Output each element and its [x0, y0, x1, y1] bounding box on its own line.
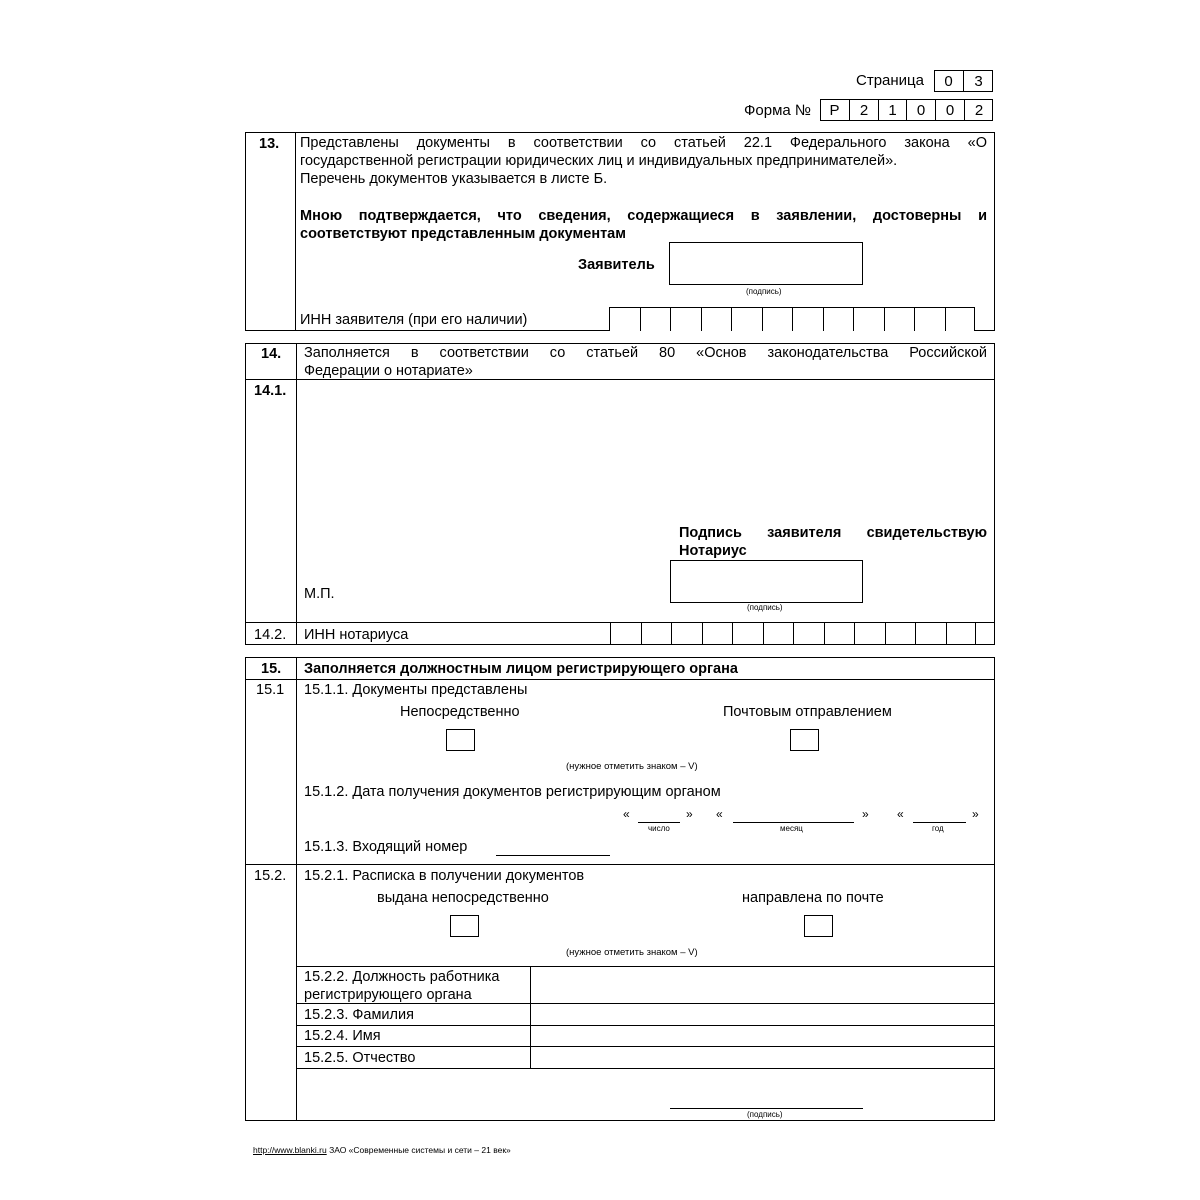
official-signature-line[interactable]	[670, 1108, 863, 1109]
form-char: 0	[906, 100, 935, 120]
checkmark-hint: (нужное отметить знаком – V)	[566, 761, 698, 772]
date-month-caption: месяц	[780, 824, 803, 833]
official-name-field[interactable]	[531, 1026, 994, 1046]
docs-submitted-label: 15.1.1. Документы представлены	[304, 682, 528, 698]
option-direct-checkbox[interactable]	[446, 729, 475, 751]
date-year-caption: год	[932, 824, 944, 833]
applicant-signature-box[interactable]	[669, 242, 863, 285]
incoming-number-field[interactable]	[496, 855, 610, 856]
applicant-signature-caption: (подпись)	[746, 287, 782, 296]
notary-inn-input[interactable]	[610, 622, 976, 645]
section-14-text: Заполняется в соответствии со статьей 80 «Основ законодательства Российской Федерации о нотариате»	[304, 345, 987, 379]
date-month-close-quote: »	[862, 807, 869, 821]
form-char: 1	[878, 100, 906, 120]
date-day-field[interactable]	[638, 822, 680, 823]
official-position-label: 15.2.2. Должность работника регистрирующего органа	[304, 969, 500, 1003]
footer-url-link[interactable]: http://www.blanki.ru	[253, 1145, 327, 1155]
official-surname-label: 15.2.3. Фамилия	[304, 1007, 414, 1023]
section-14-number: 14.	[261, 346, 282, 362]
section-15-2-number: 15.2.	[254, 868, 287, 884]
incoming-number-label: 15.1.3. Входящий номер	[304, 839, 468, 855]
checkmark-hint: (нужное отметить знаком – V)	[566, 947, 698, 958]
section-15-number: 15.	[261, 661, 282, 677]
applicant-inn-input[interactable]	[609, 307, 975, 331]
section-14-1-number: 14.1.	[254, 383, 287, 399]
option-post-label: Почтовым отправлением	[723, 704, 892, 720]
date-month-open-quote: «	[716, 807, 723, 821]
receipt-label: 15.2.1. Расписка в получении документов	[304, 868, 585, 884]
page-number-label: Страница	[856, 72, 924, 89]
official-patronymic-label: 15.2.5. Отчество	[304, 1050, 416, 1066]
section-13-text: Представлены документы в соответствии со статьей 22.1 Федерального закона «О государственной регистрации юридических лиц и индивидуальных предпринимателей». Перечень документов указывается в листе Б.	[300, 135, 987, 187]
footer-company: ЗАО «Современные системы и сети – 21 век»	[329, 1145, 511, 1155]
form-char: 2	[849, 100, 878, 120]
form-char: 2	[964, 100, 993, 120]
section-14-2-number: 14.2.	[254, 627, 287, 643]
option-direct-label: Непосредственно	[400, 704, 520, 720]
page-digit-2: 3	[963, 71, 993, 91]
date-year-close-quote: »	[972, 807, 979, 821]
date-day-close-quote: »	[686, 807, 693, 821]
notary-inn-label: ИНН нотариуса	[304, 627, 409, 643]
footer	[253, 1145, 511, 1155]
section-13-number: 13.	[259, 136, 280, 152]
receipt-post-label: направлена по почте	[742, 890, 884, 906]
section-15-1-number: 15.1	[256, 682, 285, 698]
official-position-field[interactable]	[531, 967, 994, 1003]
stamp-place-label: М.П.	[304, 586, 335, 602]
option-post-checkbox[interactable]	[790, 729, 819, 751]
page-digit-1: 0	[944, 72, 953, 90]
form-number-boxes	[820, 99, 993, 121]
form-char: Р	[829, 101, 840, 119]
section-14	[245, 343, 995, 645]
receipt-post-checkbox[interactable]	[804, 915, 833, 937]
section-13-confirmation: Мною подтверждается, что сведения, содержащиеся в заявлении, достоверны и соответствуют представленным документам	[300, 208, 987, 242]
date-year-open-quote: «	[897, 807, 904, 821]
form-number-label: Форма №	[744, 102, 812, 119]
applicant-label: Заявитель	[578, 257, 655, 273]
date-day-open-quote: «	[623, 807, 630, 821]
date-year-field[interactable]	[913, 822, 966, 823]
receipt-direct-label: выдана непосредственно	[377, 890, 549, 906]
notary-certification: Подпись заявителя свидетельствую Нотариус	[679, 525, 987, 559]
notary-signature-box[interactable]	[670, 560, 863, 603]
official-name-label: 15.2.4. Имя	[304, 1028, 381, 1044]
form-char: 0	[935, 100, 964, 120]
date-day-caption: число	[648, 824, 670, 833]
applicant-inn-label: ИНН заявителя (при его наличии)	[300, 312, 528, 328]
section-15-title: Заполняется должностным лицом регистрирующего органа	[304, 661, 738, 677]
official-surname-field[interactable]	[531, 1004, 994, 1025]
date-month-field[interactable]	[733, 822, 854, 823]
receipt-date-label: 15.1.2. Дата получения документов регистрирующим органом	[304, 784, 721, 800]
official-patronymic-field[interactable]	[531, 1047, 994, 1068]
notary-signature-caption: (подпись)	[747, 603, 783, 612]
page-number-boxes	[934, 70, 993, 92]
official-signature-caption: (подпись)	[747, 1110, 783, 1119]
receipt-direct-checkbox[interactable]	[450, 915, 479, 937]
